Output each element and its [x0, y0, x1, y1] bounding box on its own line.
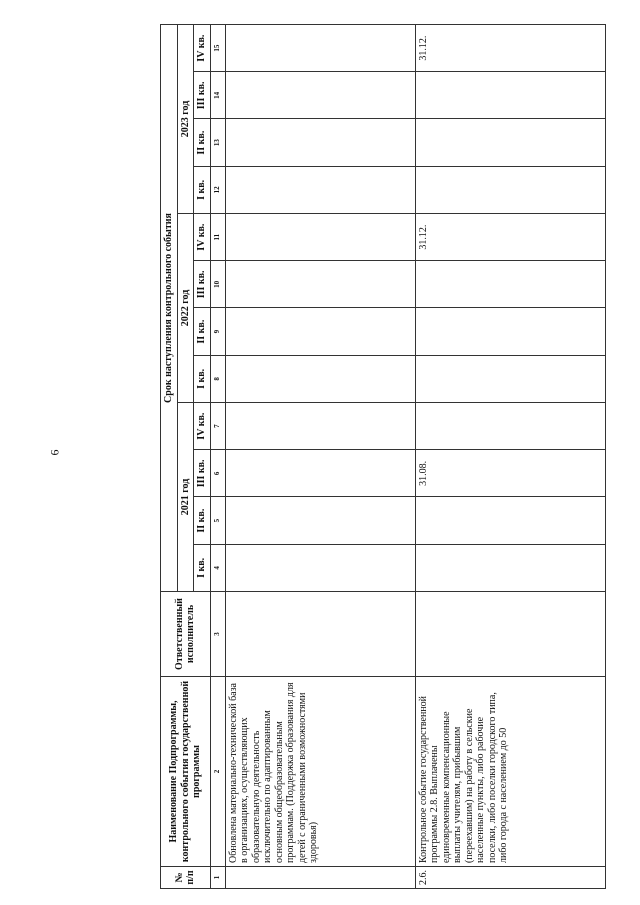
column-number: 3 — [210, 592, 225, 677]
page-number: 6 — [47, 449, 62, 456]
row-date — [225, 119, 415, 166]
row-date — [415, 308, 605, 355]
column-number-row — [210, 25, 225, 889]
row-executor — [415, 592, 605, 677]
header-quarter: IV кв. — [194, 403, 211, 450]
row-date — [225, 450, 415, 497]
header-quarter: II кв. — [194, 119, 211, 166]
column-number: 1 — [210, 867, 225, 889]
column-number: 7 — [210, 403, 225, 450]
row-date — [225, 72, 415, 119]
control-events-table — [160, 24, 606, 889]
header-year-2022: 2022 год — [177, 214, 194, 403]
row-date — [415, 403, 605, 450]
row-date — [225, 308, 415, 355]
row-executor — [225, 592, 415, 677]
row-date — [225, 261, 415, 308]
header-executor: Ответственный исполнитель — [161, 592, 211, 677]
row-date: 31.12. — [415, 214, 605, 261]
row-num — [225, 867, 415, 889]
header-deadline: Срок наступления контрольного события — [161, 25, 178, 592]
column-number: 9 — [210, 308, 225, 355]
table-row — [415, 25, 605, 889]
column-number: 2 — [210, 677, 225, 867]
header-name: Наименование Подпрограммы, контрольного события государственной программы — [161, 677, 211, 867]
row-date — [415, 119, 605, 166]
header-quarter: II кв. — [194, 497, 211, 544]
row-date — [225, 403, 415, 450]
column-number: 13 — [210, 119, 225, 166]
header-quarter: II кв. — [194, 308, 211, 355]
column-number: 8 — [210, 355, 225, 402]
column-number: 4 — [210, 544, 225, 591]
row-date: 31.08. — [415, 450, 605, 497]
header-year-2021: 2021 год — [177, 403, 194, 592]
header-quarter: III кв. — [194, 261, 211, 308]
column-number: 6 — [210, 450, 225, 497]
header-quarter: I кв. — [194, 355, 211, 402]
header-quarter: I кв. — [194, 544, 211, 591]
row-name: Обновлена материально-технической база в организациях, осуществляющих образовательную деятельность исключительно по адаптированным основным общеобразовательным программам. (Поддержка образования для детей с ограниченными возможностями здоровья) — [225, 677, 415, 867]
row-date — [225, 497, 415, 544]
row-date — [415, 355, 605, 402]
column-number: 11 — [210, 214, 225, 261]
row-date — [415, 261, 605, 308]
table-row — [225, 25, 415, 889]
header-quarter: IV кв. — [194, 25, 211, 72]
header-quarter: IV кв. — [194, 214, 211, 261]
column-number: 14 — [210, 72, 225, 119]
row-date — [225, 25, 415, 72]
row-num: 2.6. — [415, 867, 605, 889]
row-date — [225, 166, 415, 213]
header-year-2023: 2023 год — [177, 25, 194, 214]
row-date — [415, 72, 605, 119]
row-date — [415, 497, 605, 544]
row-date — [225, 355, 415, 402]
row-date — [225, 544, 415, 591]
header-num: № п/п — [161, 867, 211, 889]
row-date: 31.12. — [415, 25, 605, 72]
row-date — [225, 214, 415, 261]
row-name: Контрольное событие государственной программы 2.8. Выплачены единовременные компенсационные выплаты учителям, прибывшим (переехавшим) на работу в сельские населенные пункты, либо рабочие поселки, либо поселки городского типа, либо города с населением до 50 — [415, 677, 605, 867]
row-date — [415, 166, 605, 213]
column-number: 12 — [210, 166, 225, 213]
column-number: 5 — [210, 497, 225, 544]
header-quarter: III кв. — [194, 72, 211, 119]
header-quarter: III кв. — [194, 450, 211, 497]
column-number: 10 — [210, 261, 225, 308]
header-quarter: I кв. — [194, 166, 211, 213]
row-date — [415, 544, 605, 591]
column-number: 15 — [210, 25, 225, 72]
